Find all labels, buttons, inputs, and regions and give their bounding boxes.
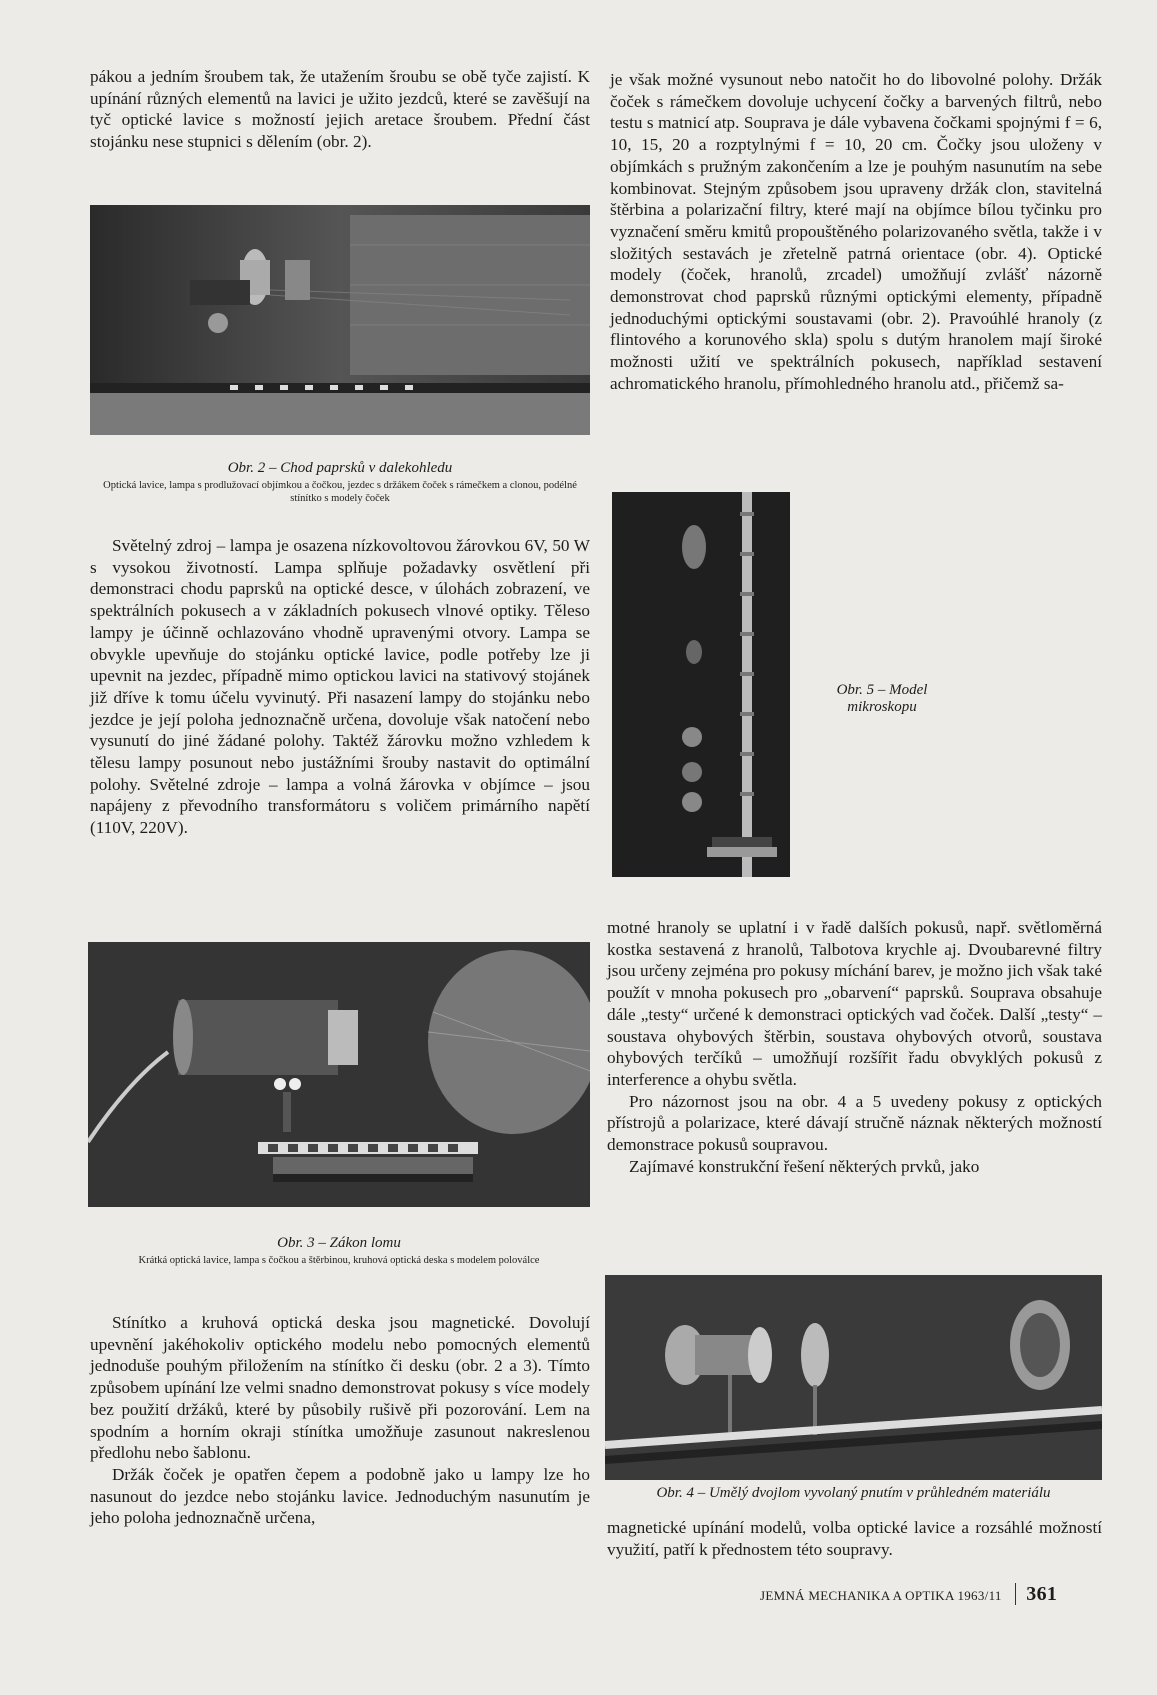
figure-5-title: Obr. 5 – Model mikroskopu bbox=[836, 682, 928, 715]
paragraph: magnetické upínání modelů, volba optické lavice a rozsáhlé možností využití, patří k přednostem této soupravy. bbox=[607, 1518, 1102, 1559]
figure-4-photo bbox=[605, 1275, 1102, 1480]
figure-3-caption bbox=[88, 1235, 590, 1267]
paragraph: Stínítko a kruhová optická deska jsou magnetické. Dovolují upevnění jakéhokoliv optického modelu nebo pomocných elementů jednoduše pouhým přiložením na stínítko či desku (obr. 2 a 3). Tímto způsobem upínání lze velmi snadno demonstrovat pokusy s více modely bez použití držáků, které by působily rušivě při pozorování. Lem na spodním a horním okraji stínítka umožňuje zasunout nakreslenou předlohu nebo šablonu. bbox=[90, 1313, 590, 1463]
figure-2-photo bbox=[90, 205, 590, 435]
page-footer bbox=[760, 1583, 1102, 1606]
paragraph: Zajímavé konstrukční řešení některých prvků, jako bbox=[629, 1156, 980, 1176]
paragraph: Držák čoček je opatřen čepem a podobně jako u lampy lze ho nasunout do jezdce nebo stojánku lavice. Jednoduchým nasunutím je jeho poloha jednoznačně určena, bbox=[90, 1464, 590, 1528]
paragraph: pákou a jedním šroubem tak, že utažením šroubu se obě tyče zajistí. K upínání různých elementů na lavici je užito jezdců, které se zavěšují na tyč optické lavice s možností jejich aretace šroubem. Přední část stojánku nese stupnici s dělením (obr. 2). bbox=[90, 67, 590, 152]
paragraph: Světelný zdroj – lampa je osazena nízkovoltovou žárovkou 6V, 50 W s vysokou životností. Lampa splňuje požadavky osvětlení při demonstraci chodu paprsků na optické desce, v úlohách zobrazení, ve spektrálních pokusech a v základních pokusech vlnové optiky. Těleso lampy je účinně ochlazováno vhodně upravenými otvory. Lampa se obvykle upevňuje do stojánku optické lavice, podle potřeby lze ji upevnit na jezdec, případně mimo optickou lavici na stativový stojánek již dříve k tomu účelu vyvinutý. Při nasazení lampy do stojánku nebo jezdce je její poloha jednoznačně určena, dovoluje však natočení nebo vysunutí do jiné žádané polohy. Taktéž žárovku možno vzhledem k tělesu lampy posunout nebo justážními šrouby nastavit do optimální polohy. Světelné zdroje – lampa a volná žárovka v objímce – jsou napájeny z převodního transformátoru s voličem primárního napětí (110V, 220V). bbox=[90, 536, 590, 838]
journal-name: JEMNÁ MECHANIKA A OPTIKA 1963/11 bbox=[760, 1588, 1002, 1603]
page-number: 361 bbox=[1015, 1583, 1057, 1605]
figure-2-description: Optická lavice, lampa s prodlužovací objímkou a čočkou, jezdec s držákem čoček s rámečkem a clonou, podélné stínítko s modely čoček bbox=[103, 480, 577, 504]
paragraph: je však možné vysunout nebo natočit ho do libovolné polohy. Držák čoček s rámečkem dovoluje uchycení čočky a barvených filtrů, nebo testu s matnicí atp. Souprava je dále vybavena čočkami spojnými f = 6, 10, 15, 20 a rozptylnými f = 10, 20 cm. Čočky jsou uloženy v objímkách s pružným zakončením a lze je pouhým nasunutím na sebe kombinovat. Stejným způsobem jsou upraveny držák clon, stavitelná štěrbina a polarizační filtry, které mají na objímce bílou tyčinku pro vyznačení směru kmitů propouštěného polarizovaného světla, takže i v složitých sestavách je zřetelně patrná orientace (obr. 4). Optické modely (čoček, hranolů, zrcadel) umožňují zvlášť názorně demonstrovat chod paprsků různými optickými elementy, případně jednoduchými optickými soustavami (obr. 2). Pravoúhlé hranoly (z flintového a korunového skla) spolu s dutým hranolem mají široké možnosti užití ve spektrálních pokusech, například sestavení achromatického hranolu, přímohledného hranolu atd., přičemž sa- bbox=[610, 70, 1102, 393]
figure-3-description: Krátká optická lavice, lampa s čočkou a štěrbinou, kruhová optická deska s modelem poloválce bbox=[138, 1255, 540, 1266]
left-column-bottom bbox=[90, 1312, 590, 1529]
left-column-middle bbox=[90, 535, 590, 839]
figure-5-photo bbox=[612, 492, 790, 877]
figure-5-caption bbox=[812, 682, 952, 716]
figure-2-title: Obr. 2 – Chod paprsků v dalekohledu bbox=[227, 460, 453, 476]
figure-4-title: Obr. 4 – Umělý dvojlom vyvolaný pnutím v průhledném materiálu bbox=[656, 1485, 1051, 1501]
right-column-middle bbox=[607, 917, 1102, 1177]
figure-4-caption bbox=[605, 1485, 1102, 1502]
left-column-top bbox=[90, 66, 590, 153]
paragraph: motné hranoly se uplatní i v řadě dalších pokusů, např. světloměrná kostka sestavená z hranolů, Talbotova krychle aj. Dvoubarevné filtry jsou určeny zejména pro pokusy míchání barev, je možno jich však také použít v mnoha pokusech pro „obarvení“ paprsků. Souprava obsahuje dále „testy“ určené k demonstraci optických vad čoček. Další „testy“ – soustava ohybových štěrbin, soustava ohybových otvorů, soustava ohybových terčíků – umožňují rozšířit řadu obvyklých pokusů z interference a ohybu světla. bbox=[607, 918, 1102, 1089]
right-column-top bbox=[610, 69, 1102, 395]
figure-2-caption bbox=[90, 460, 590, 505]
right-column-bottom bbox=[607, 1517, 1102, 1560]
figure-3-photo bbox=[88, 942, 590, 1207]
figure-3-title: Obr. 3 – Zákon lomu bbox=[277, 1235, 401, 1251]
paragraph: Pro názornost jsou na obr. 4 a 5 uvedeny pokusy z optických přístrojů a polarizace, které dávají stručně náznak některých možností demonstrace pokusů soupravou. bbox=[607, 1091, 1102, 1155]
